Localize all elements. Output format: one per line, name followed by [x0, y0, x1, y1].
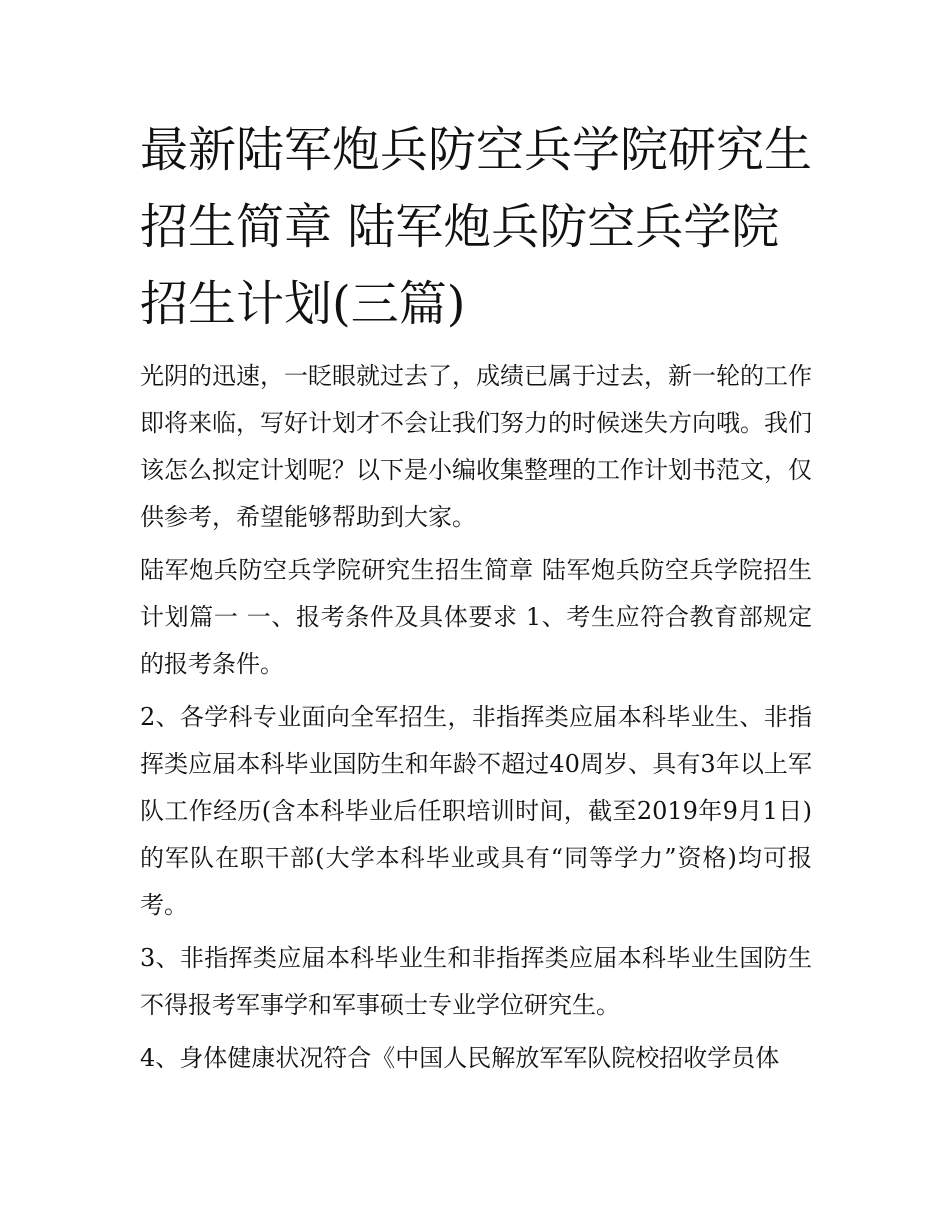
document-title: 最新陆军炮兵防空兵学院研究生招生简章 陆军炮兵防空兵学院招生计划(三篇)	[140, 122, 813, 332]
paragraph-section-one: 陆军炮兵防空兵学院研究生招生简章 陆军炮兵防空兵学院招生计划篇一 一、报考条件及具体要求 1、考生应符合教育部规定的报考条件。	[140, 556, 812, 678]
paragraph-item-4: 4、身体健康状况符合《中国人民解放军军队院校招收学员体	[140, 1044, 780, 1072]
document-body	[140, 112, 812, 1082]
paragraph-item-2: 2、各学科专业面向全军招生，非指挥类应届本科毕业生、非指挥类应届本科毕业国防生和年龄不超过40周岁、具有3年以上军队工作经历(含本科毕业后任职培训时间，截至2019年9月1日)的军队在职干部(大学本科毕业或具有“同等学力”资格)均可报考。	[140, 703, 812, 919]
paragraph-intro: 光阴的迅速，一眨眼就过去了，成绩已属于过去，新一轮的工作即将来临，写好计划才不会让我们努力的时候迷失方向哦。我们该怎么拟定计划呢？以下是小编收集整理的工作计划书范文，仅供参考，希望能够帮助到大家。	[140, 362, 812, 531]
paragraph-item-3: 3、非指挥类应届本科毕业生和非指挥类应届本科毕业生国防生不得报考军事学和军事硕士专业学位研究生。	[140, 944, 812, 1019]
